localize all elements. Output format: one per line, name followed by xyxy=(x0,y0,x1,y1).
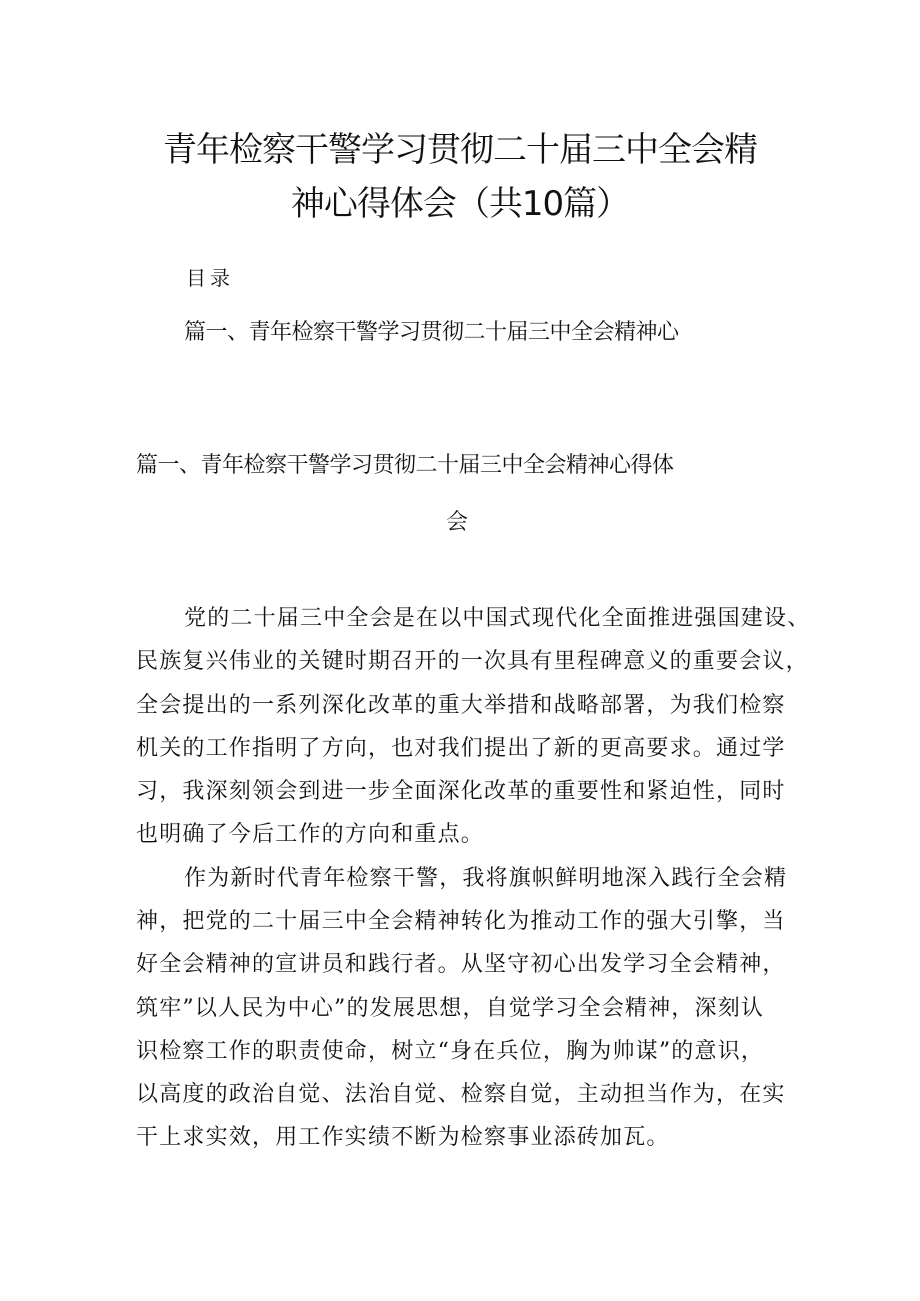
toc-label: 目录 xyxy=(186,266,234,290)
paragraph-1-line-4: 机关的工作指明了方向，也对我们提出了新的更高要求。通过学 xyxy=(136,736,786,761)
document-title-line-1: 青年检察干警学习贯彻二十届三中全会精 xyxy=(163,130,757,170)
paragraph-1-line-5: 习，我深刻领会到进一步全面深化改革的重要性和紧迫性，同时 xyxy=(136,779,786,804)
paragraph-2-line-5: 识检察工作的职责使命，树立“身在兵位，胸为帅谋”的意识， xyxy=(136,1039,765,1064)
paragraph-2-line-3: 好全会精神的宣讲员和践行者。从坚守初心出发学习全会精神， xyxy=(136,952,786,977)
paragraph-2-line-2: 神，把党的二十届三中全会精神转化为推动工作的强大引擎，当 xyxy=(136,909,786,934)
paragraph-2-line-7: 干上求实效，用工作实绩不断为检察事业添砖加瓦。 xyxy=(136,1125,670,1150)
paragraph-2-line-6: 以高度的政治自觉、法治自觉、检察自觉，主动担当作为，在实 xyxy=(136,1082,786,1107)
document-title-line-2: 神心得体会（共10篇） xyxy=(290,184,630,224)
section-heading-line-2: 会 xyxy=(446,510,468,535)
toc-item-1: 篇一、青年检察干警学习贯彻二十届三中全会精神心 xyxy=(184,320,679,345)
paragraph-2-line-4: 筑牢”以人民为中心”的发展思想，自觉学习全会精神，深刻认 xyxy=(136,996,765,1021)
paragraph-1-line-6: 也明确了今后工作的方向和重点。 xyxy=(136,822,485,847)
paragraph-1-line-1: 党的二十届三中全会是在以中国式现代化全面推进强国建设、 xyxy=(184,606,811,631)
paragraph-2-line-1: 作为新时代青年检察干警，我将旗帜鲜明地深入践行全会精 xyxy=(184,866,788,891)
section-heading-line-1: 篇一、青年检察干警学习贯彻二十届三中全会精神心得体 xyxy=(136,453,674,478)
paragraph-1-line-3: 全会提出的一系列深化改革的重大举措和战略部署，为我们检察 xyxy=(136,693,786,718)
paragraph-1-line-2: 民族复兴伟业的关键时期召开的一次具有里程碑意义的重要会议， xyxy=(136,649,809,674)
